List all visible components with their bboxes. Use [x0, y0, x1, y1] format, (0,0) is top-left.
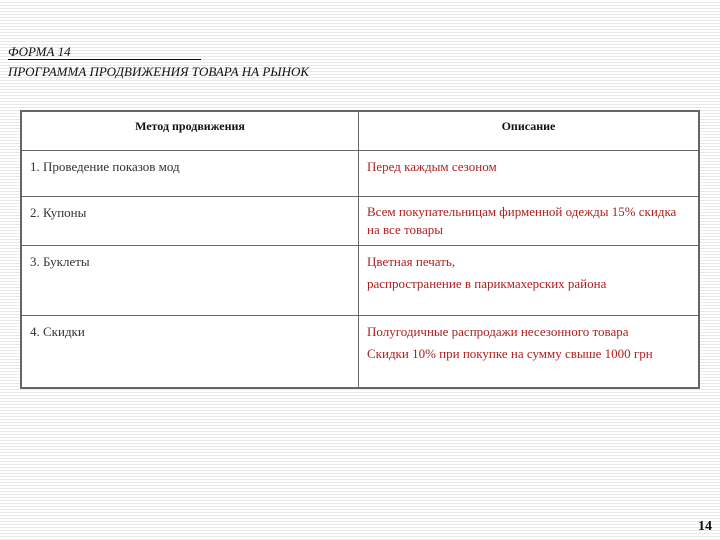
- description-cell: [359, 197, 700, 246]
- description-line: Перед каждым сезоном: [367, 159, 497, 174]
- method-cell: 4. Скидки: [21, 316, 359, 388]
- header-method: Метод продвижения: [21, 111, 359, 151]
- table-header-row: [21, 111, 699, 151]
- description-line: Всем покупательницам фирменной одежды 15% скидка на все товары: [367, 204, 677, 237]
- promotion-program-table: [20, 110, 700, 389]
- description-line: Полугодичные распродажи несезонного товара: [367, 324, 629, 339]
- form-number-label: ФОРМА 14: [8, 44, 201, 60]
- table-row: [21, 316, 699, 388]
- description-cell: [359, 316, 700, 388]
- table-row: [21, 151, 699, 197]
- method-cell: 2. Купоны: [21, 197, 359, 246]
- form-title: ПРОГРАММА ПРОДВИЖЕНИЯ ТОВАРА НА РЫНОК: [8, 64, 310, 79]
- header-description: Описание: [359, 111, 700, 151]
- method-cell: 1. Проведение показов мод: [21, 151, 359, 197]
- description-line: распространение в парикмахерских района: [367, 276, 607, 291]
- description-cell: [359, 246, 700, 316]
- table-row: [21, 197, 699, 246]
- method-cell: 3. Буклеты: [21, 246, 359, 316]
- description-cell: [359, 151, 700, 197]
- description-line: Скидки 10% при покупке на сумму свыше 1000 грн: [367, 346, 653, 361]
- page-number: 14: [698, 519, 712, 534]
- description-line: Цветная печать,: [367, 254, 456, 269]
- table-row: [21, 246, 699, 316]
